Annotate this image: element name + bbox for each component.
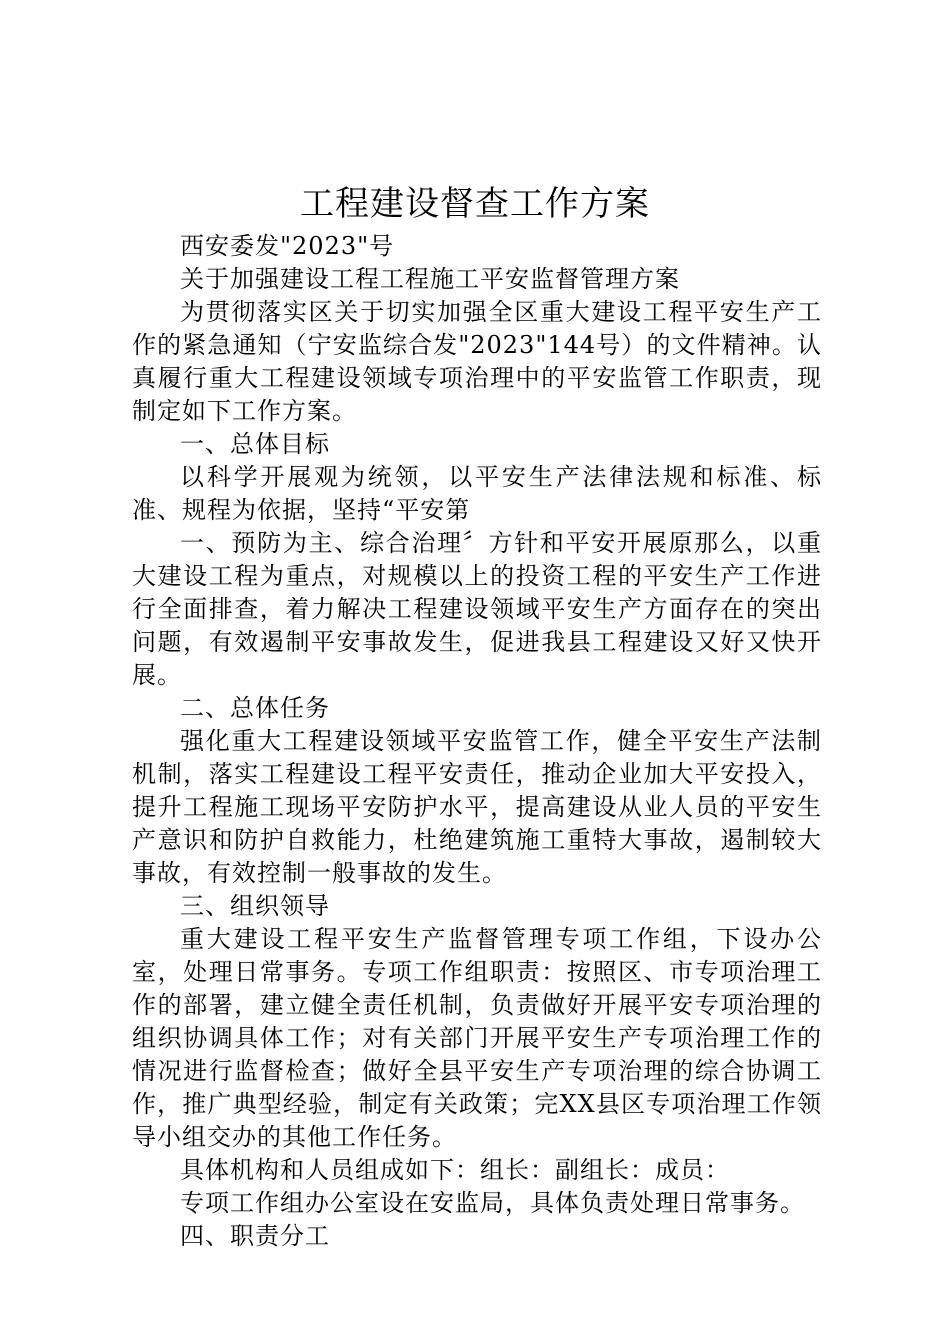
section-heading: 一、总体目标 [180,430,330,458]
paragraph: 重大建设工程平安生产监督管理专项工作组，下设办公室，处理日常事务。专项工作组职责：按照区、市专项治理工作的部署，建立健全责任机制，负责做好开展平安专项治理的组织协调具体工作；对有关部门开展平安生产专项治理工作的情况进行监督检查；做好全县平安生产专项治理的综合协调工作，推广典型经验，制定有关政策；完XX县区专项治理工作领导小组交办的其他工作任务。 [132,925,822,1151]
document-body [132,230,822,1253]
subtitle: 关于加强建设工程工程施工平安监督管理方案 [180,265,680,293]
paragraph: 一、预防为主、综合治理〞方针和平安开展原那么，以重大建设工程为重点，对规模以上的投资工程的平安生产工作进行全面排查，着力解决工程建设领域平安生产方面存在的突出问题，有效遏制平安事故发生，促进我县工程建设又好又快开展。 [132,529,822,689]
section-heading: 三、组织领导 [180,892,330,920]
paragraph: 强化重大工程建设领域平安监管工作，健全平安生产法制机制，落实工程建设工程平安责任，推动企业加大平安投入，提升工程施工现场平安防护水平，提高建设从业人员的平安生产意识和防护自救能力，杜绝建筑施工重特大事故，遏制较大事故，有效控制一般事故的发生。 [132,727,822,887]
paragraph: 以科学开展观为统领，以平安生产法律法规和标准、标准、规程为依据，坚持“平安第 [132,463,822,524]
paragraph: 具体机构和人员组成如下：组长：副组长：成员： [180,1156,730,1184]
document-title: 工程建设督查工作方案 [300,184,650,224]
paragraph: 专项工作组办公室设在安监局，具体负责处理日常事务。 [180,1189,805,1217]
section-heading: 二、总体任务 [180,694,330,722]
section-heading: 四、职责分工 [180,1222,330,1250]
document-number: 西安委发"2023"号 [180,232,395,260]
intro-paragraph: 为贯彻落实区关于切实加强全区重大建设工程平安生产工作的紧急通知（宁安监综合发"2023"144号）的文件精神。认真履行重大工程建设领域专项治理中的平安监管工作职责，现制定如下工作方案。 [132,298,822,425]
